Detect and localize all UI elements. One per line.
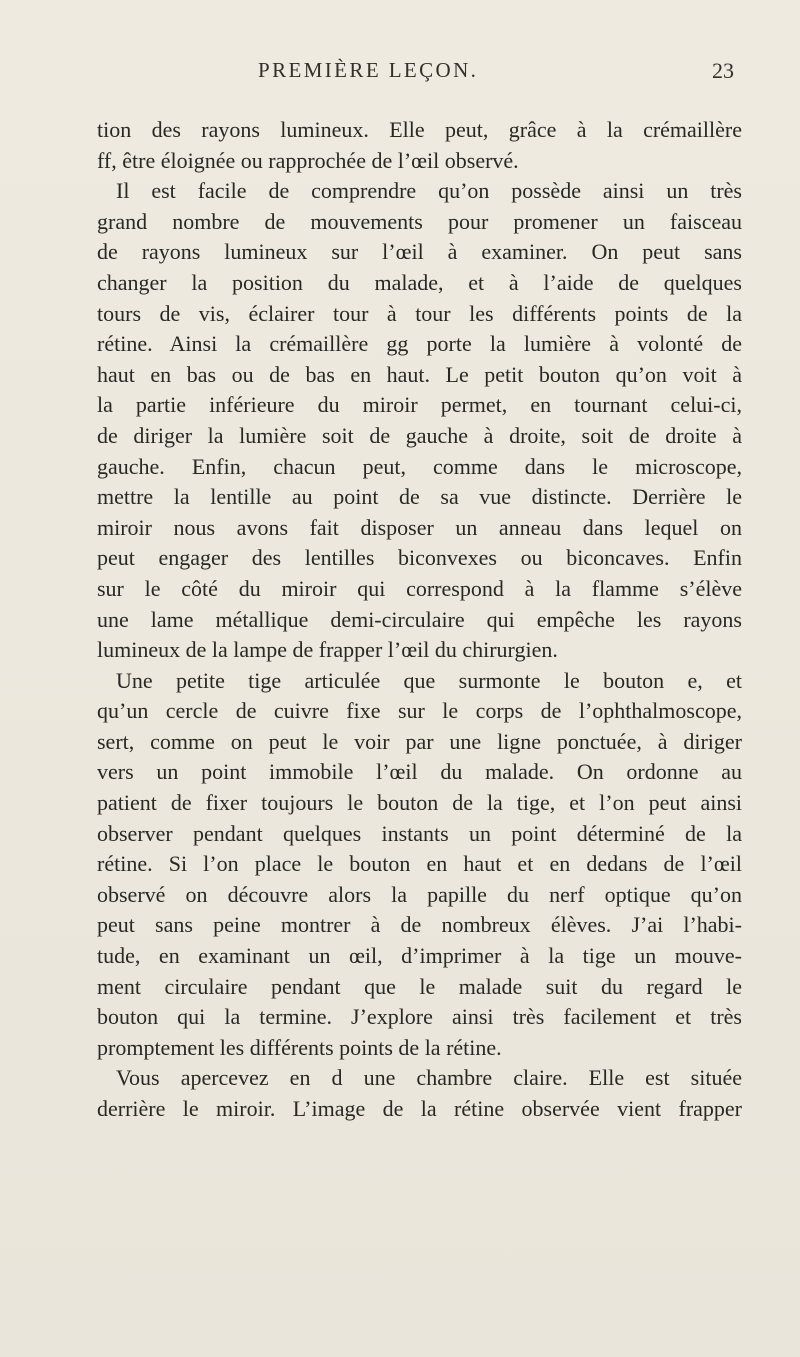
text-line: patient de fixer toujours le bouton de la tige, et l’on peut ainsi — [97, 790, 742, 816]
text-line: observé on découvre alors la papille du nerf optique qu’on — [97, 881, 742, 907]
text-line: miroir nous avons fait disposer un anneau dans lequel on — [97, 514, 742, 540]
text-line: bouton qui la termine. J’explore ainsi très facilement et très — [97, 1004, 742, 1030]
text-line: grand nombre de mouvements pour promener un faisceau — [97, 208, 742, 234]
text-line: la partie inférieure du miroir permet, en tournant celui-ci, — [97, 392, 742, 418]
text-line: changer la position du malade, et à l’aide de quelques — [97, 269, 742, 295]
text-line: sert, comme on peut le voir par une ligne ponctuée, à diriger — [97, 728, 742, 754]
text-line: mettre la lentille au point de sa vue distincte. Derrière le — [97, 484, 742, 510]
text-line: sur le côté du miroir qui correspond à la flamme s’élève — [97, 575, 742, 601]
text-line: peut engager des lentilles biconvexes ou biconcaves. Enfin — [97, 545, 742, 571]
text-line: Il est facile de comprendre qu’on possède ainsi un très — [116, 178, 742, 204]
text-line: rétine. Si l’on place le bouton en haut et en dedans de l’œil — [97, 851, 742, 877]
page-number: 23 — [712, 58, 734, 83]
body-text — [97, 115, 742, 1125]
text-line: ment circulaire pendant que le malade suit du regard le — [97, 973, 742, 999]
text-line: de diriger la lumière soit de gauche à droite, soit de droite à — [97, 422, 742, 448]
page-header — [0, 58, 800, 94]
text-line: haut en bas ou de bas en haut. Le petit bouton qu’on voit à — [97, 361, 742, 387]
text-line: Vous apercevez en d une chambre claire. Elle est située — [116, 1065, 742, 1091]
text-line: lumineux de la lampe de frapper l’œil du chirurgien. — [97, 637, 558, 663]
text-line: tion des rayons lumineux. Elle peut, grâce à la crémaillère — [97, 117, 742, 142]
text-line: peut sans peine montrer à de nombreux élèves. J’ai l’habi- — [97, 912, 742, 938]
text-line: ff, être éloignée ou rapprochée de l’œil observé. — [97, 147, 519, 173]
text-line: promptement les différents points de la rétine. — [97, 1034, 502, 1060]
text-line: tours de vis, éclairer tour à tour les différents points de la — [97, 300, 742, 326]
text-line: tude, en examinant un œil, d’imprimer à la tige un mouve- — [97, 943, 742, 969]
text-line: observer pendant quelques instants un point déterminé de la — [97, 820, 742, 846]
running-head: PREMIÈRE LEÇON. — [258, 58, 479, 82]
text-line: de rayons lumineux sur l’œil à examiner. On peut sans — [97, 239, 742, 265]
text-line: rétine. Ainsi la crémaillère gg porte la lumière à volonté de — [97, 331, 742, 357]
text-line: gauche. Enfin, chacun peut, comme dans le microscope, — [97, 453, 742, 479]
text-line: une lame métallique demi-circulaire qui empêche les rayons — [97, 606, 742, 632]
text-line: vers un point immobile l’œil du malade. On ordonne au — [97, 759, 742, 785]
text-line: qu’un cercle de cuivre fixe sur le corps de l’ophthalmoscope, — [97, 698, 742, 724]
text-line: derrière le miroir. L’image de la rétine observée vient frapper — [97, 1096, 742, 1121]
text-line: Une petite tige articulée que surmonte le bouton e, et — [116, 667, 742, 693]
